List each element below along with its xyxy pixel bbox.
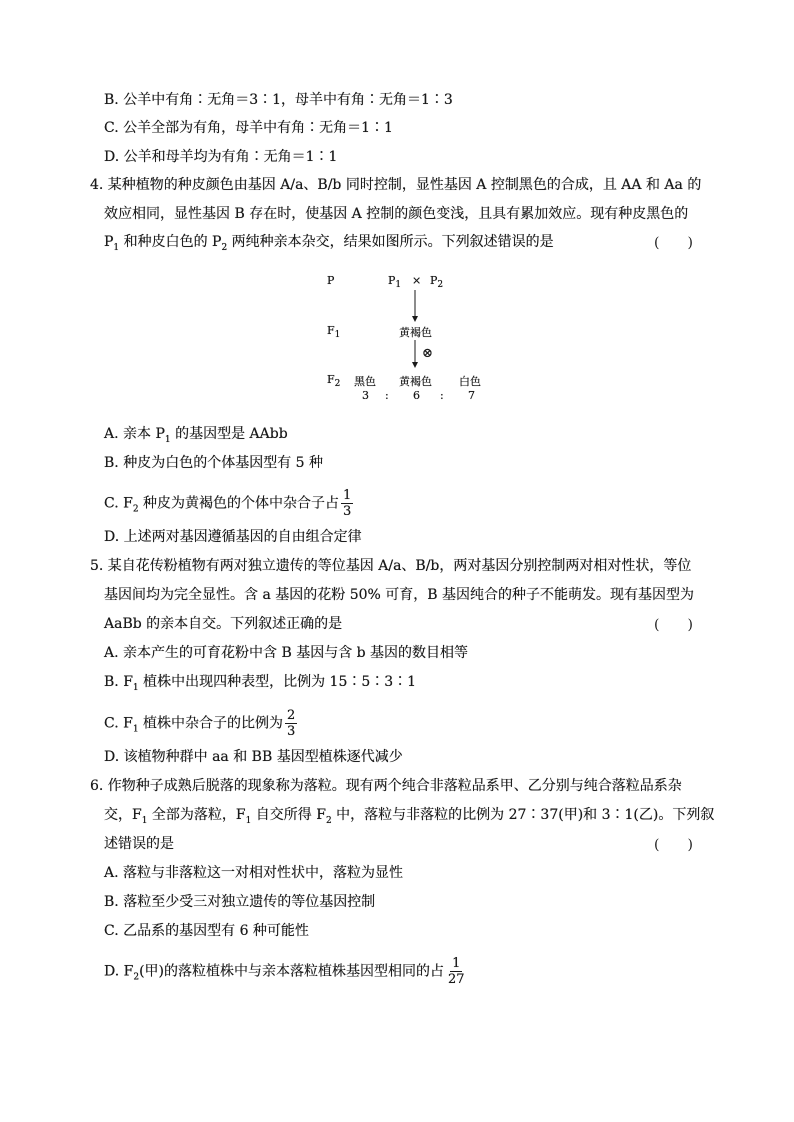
diagram-p2: $P_2$ (430, 274, 444, 291)
diagram-f2-white: 白色 (459, 375, 481, 388)
q4-option-d: D. 上述两对基因遵循基因的自由组合定律 (104, 529, 362, 545)
ratio-colon: : (440, 389, 444, 402)
ratio-black: 3 (362, 389, 369, 402)
q3-option-c: C. 公羊全部为有角，母羊中有角∶无角＝1∶1 (104, 120, 393, 136)
diagram-f1-label: $F_1$ (327, 324, 341, 341)
q3-option-b: B. 公羊中有角∶无角＝3∶1，母羊中有角∶无角＝1∶3 (104, 92, 453, 108)
fraction: $\frac{1}{27}$ (448, 956, 465, 987)
q5-stem-line3: AaBb 的亲本自交。下列叙述正确的是 (104, 616, 343, 632)
q5-option-d: D. 该植物种群中 aa 和 BB 基因型植株逐代减少 (104, 749, 403, 765)
q5-stem-line2: 基因间均为完全显性。含 a 基因的花粉 50% 可育，B 基因纯合的种子不能萌发。现有基因型为 (104, 587, 695, 603)
diagram-cross: × (412, 274, 422, 287)
q5-option-c: C. $F_1$ 植株中杂合子的比例为 $\frac{2}{3}$ (104, 708, 296, 739)
q5-stem-line1: 5. 某自花传粉植物有两对独立遗传的等位基因 A/a、B/b，两对基因分别控制两对相对性状，等位 (90, 558, 692, 574)
fraction: $\frac{1}{3}$ (343, 488, 352, 519)
fraction: $\frac{2}{3}$ (287, 708, 296, 739)
ratio-yellow: 6 (413, 389, 420, 402)
diagram-f1-phenotype: 黄褐色 (399, 326, 432, 339)
q6-option-a: A. 落粒与非落粒这一对相对性状中，落粒为显性 (104, 865, 404, 881)
q6-option-d: D. $F_2$(甲)的落粒植株中与亲本落粒植株基因型相同的占 $\frac{1}{27}$ (104, 956, 465, 987)
q5-option-b: B. $F_1$ 植株中出现四种表型，比例为 15∶5∶3∶1 (104, 674, 417, 693)
diagram-f2-yellow: 黄褐色 (399, 375, 432, 388)
q4-stem-line2: 效应相同，显性基因 B 存在时，使基因 A 控制的颜色变浅，且具有累加效应。现有种皮黑色的 (104, 206, 689, 222)
q5-option-a: A. 亲本产生的可育花粉中含 B 基因与含 b 基因的数目相等 (104, 645, 469, 661)
diagram-p-label: P (327, 274, 335, 287)
q4-stem-line3: $P_1$ 和种皮白色的 $P_2$ 两纯种亲本杂交，结果如图所示。下列叙述错误的是 (104, 234, 554, 253)
q4-option-a: A. 亲本 $P_1$ 的基因型是 AAbb (104, 426, 288, 445)
q6-option-b: B. 落粒至少受三对独立遗传的等位基因控制 (104, 894, 376, 910)
q6-option-c: C. 乙品系的基因型有 6 种可能性 (104, 923, 309, 939)
q3-option-d: D. 公羊和母羊均为有角∶无角＝1∶1 (104, 149, 338, 165)
q6-stem-line2: 交，$F_1$ 全部为落粒，$F_1$ 自交所得 $F_2$ 中，落粒与非落粒的比例为 27∶37(甲)和 3∶1(乙)。下列叙 (104, 807, 715, 826)
diagram-f2-label: $F_2$ (327, 373, 341, 390)
ratio-colon: : (385, 389, 389, 402)
q6-answer-paren: ( ) (654, 837, 693, 853)
q6-stem-line3: 述错误的是 (104, 836, 174, 852)
self-cross-icon: ⊗ (422, 346, 433, 361)
q6-stem-line1: 6. 作物种子成熟后脱落的现象称为落粒。现有两个纯合非落粒品系甲、乙分别与纯合落粒品系杂 (90, 778, 682, 794)
ratio-white: 7 (468, 389, 475, 402)
q5-answer-paren: ( ) (654, 617, 693, 633)
q4-stem-line1: 4. 某种植物的种皮颜色由基因 A/a、B/b 同时控制，显性基因 A 控制黑色的合成，且 AA 和 Aa 的 (90, 177, 702, 193)
q4-option-c: C. $F_2$ 种皮为黄褐色的个体中杂合子占 $\frac{1}{3}$ (104, 488, 352, 519)
diagram-p1: $P_1$ (388, 274, 402, 291)
q4-option-b: B. 种皮为白色的个体基因型有 5 种 (104, 455, 323, 471)
diagram-f2-black: 黑色 (354, 375, 376, 388)
q4-answer-paren: ( ) (654, 235, 693, 251)
